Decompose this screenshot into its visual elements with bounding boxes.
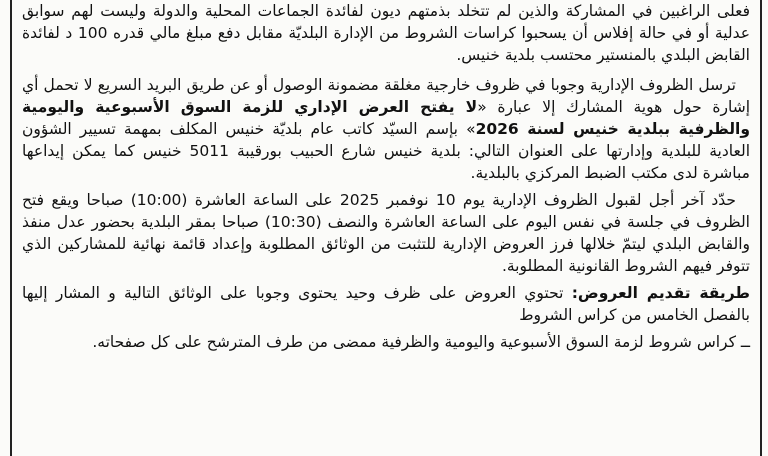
submission-text-b: » بإسم السيّد كاتب عام بلديّة خنيس المكلف بمهمة تسيير الشؤون العادية للبلدية وإدارتها على العنوان التالي: بلدية خنيس شارع الحبيب بورقيبة 5011 خنيس كما يمكن إيداعها مباشرة لدى مكتب الضبط المركزي بالبلدية. [22, 120, 750, 182]
paragraph-deadline: حدّد آخر أجل لقبول الظروف الإدارية يوم 10 نوفمبر 2025 على الساعة العاشرة (10:00) صباحا ويقع فتح الظروف في جلسة في نفس اليوم على الساعة العاشرة والنصف (10:30) صباحا بمقر البلدية بحضور عدل منفذ والقابض البلدي ليتمّ خلالها فرز العروض الإدارية للتثبت من الوثائق المطلوبة وإعداد قائمة نهائية للمشاركين الذي تتوفر فيهم الشروط القانونية المطلوبة. [22, 191, 750, 275]
offer-method-heading: طريقة تقديم العروض: [571, 284, 750, 302]
submission-envelope-label: لا يفتح العرض الإداري للزمة السوق الأسبوعية واليومية والظرفية ببلدية خنيس لسنة 2026 [22, 98, 750, 138]
submission-text-a: ترسل الظروف الإدارية وجوبا في ظروف خارجية مغلقة مضمونة الوصول أو عن طريق البريد السريع لا تحمل أي إشارة حول هوية المشارك إلا عبارة « [22, 76, 750, 116]
document-body [22, 0, 750, 353]
paragraph-submission [22, 74, 750, 184]
paragraph-eligibility: فعلى الراغبين في المشاركة والذين لم تتخلد بذمتهم ديون لفائدة الجماعات المحلية والدولة وليست لهم سوابق عدلية أو في حالة إفلاس أن يسحبوا كراسات الشروط من الإدارة البلديّة مقابل دفع مبلغ مالي قدره 100 د لفائدة القابض البلدي بالمنستير محتسب بلدية خنيس. [22, 2, 750, 64]
offer-method-text: تحتوي العروض على ظرف وحيد يحتوى وجوبا على الوثائق التالية و المشار إليها بالفصل الخامس من كراس الشروط [22, 284, 750, 324]
paragraph-offer-method [22, 282, 750, 326]
paragraph-document-item: ــ كراس شروط لزمة السوق الأسبوعية واليومية والظرفية ممضى من طرف المترشح على كل صفحاته. [92, 333, 750, 351]
